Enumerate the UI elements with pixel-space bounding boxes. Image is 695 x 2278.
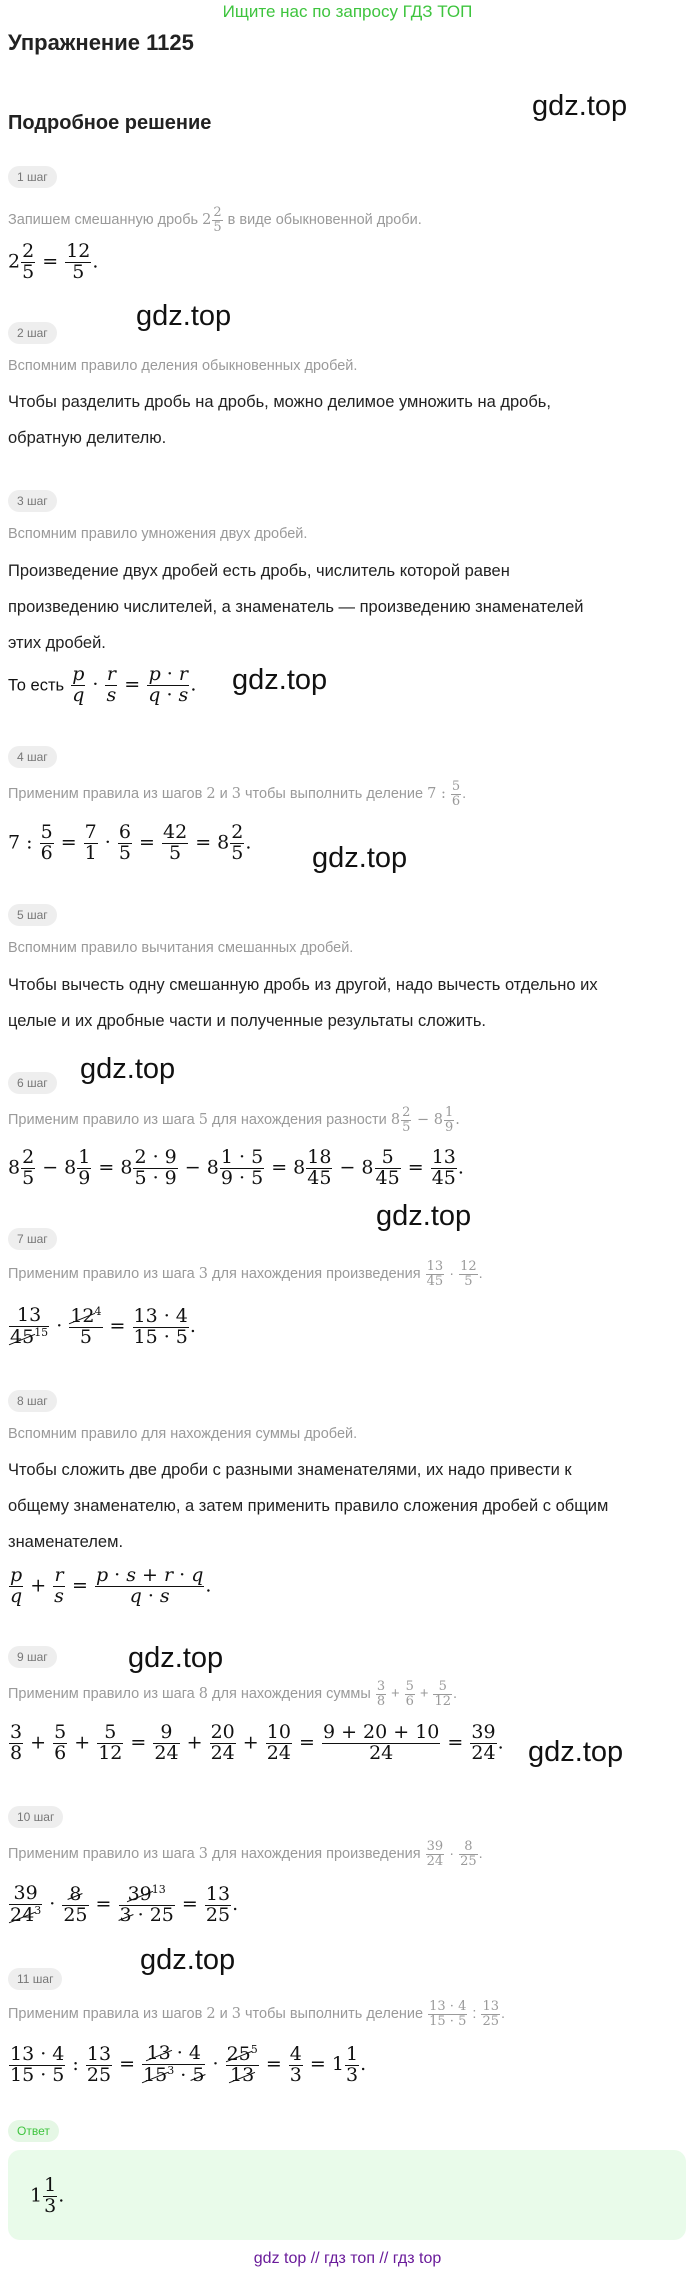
watermark: gdz.top (528, 1736, 624, 1768)
step-badge: 4 шаг (8, 746, 57, 768)
step-hint: Применим правило из шага 8 для нахождения суммы $\frac{3}{8}$ + $\frac{5}{6}$ + $\frac{5}{12}$ . (8, 1679, 458, 1709)
step-text: Произведение двух дробей есть дробь, числитель которой равен (8, 562, 510, 580)
watermark: gdz.top (532, 90, 628, 122)
step-math: $\frac{13}{45^{15}}$ · $\frac{12^4}{5}$ = $\frac{13 \cdot 4}{15 \cdot 5}$ . (10, 1304, 196, 1349)
step-badge: 11 шаг (8, 1968, 62, 1990)
step-hint: Вспомним правило для нахождения суммы дробей. (8, 1426, 358, 1442)
step-math: $\frac{39}{24^3}$ · $\frac{8}{25}$ = $\frac{39^{13}}{3 \cdot 25}$ = $\frac{13}{25}$ . (10, 1882, 239, 1927)
step-badge: 6 шаг (8, 1072, 57, 1094)
watermark: gdz.top (376, 1200, 472, 1232)
step-hint: Применим правила из шагов 2 и 3 чтобы выполнить деление $\frac{13 \cdot 4}{15 \cdot 5}$ : $\frac{13}{25}$ . (8, 1999, 506, 2029)
step-hint: Применим правило из шага 5 для нахождения разности 8 $\frac{2}{5}$ − 8 $\frac{1}{9}$ . (8, 1105, 460, 1135)
watermark: gdz.top (80, 1053, 176, 1085)
step-text: Чтобы вычесть одну смешанную дробь из другой, надо вычесть отдельно их (8, 976, 598, 994)
step-math: 7 : $\frac{5}{6}$ = $\frac{7}{1}$ · $\frac{6}{5}$ = $\frac{42}{5}$ = 8 $\frac{2}{5}$ . (8, 821, 252, 864)
watermark: gdz.top (232, 664, 328, 696)
step-badge: 9 шаг (8, 1646, 57, 1668)
step-text: этих дробей. (8, 634, 106, 652)
step-badge: 5 шаг (8, 904, 57, 926)
step-math: 2 $\frac{2}{5}$ = $\frac{12}{5}$ . (8, 240, 99, 283)
answer-badge: Ответ (8, 2120, 59, 2142)
answer-value: 1 $\frac{1}{3}$ . (30, 2174, 65, 2217)
answer-box (8, 2150, 686, 2240)
step-hint: Вспомним правило вычитания смешанных дробей. (8, 940, 354, 956)
step-badge: 7 шаг (8, 1228, 57, 1250)
footer: gdz top // гдз топ // гдз top (253, 2250, 442, 2267)
solution-heading: Подробное решение (8, 112, 212, 134)
step-math: $\frac{13 \cdot 4}{15 \cdot 5}$ : $\frac{13}{25}$ = $\frac{13 \cdot 4}{15^3 \cdot 5}$ · $\frac{25^5}{13}$ = $\frac{4}{3}$ = 1 $\frac{1}{3}$ . (10, 2042, 367, 2087)
step-text: Чтобы сложить две дроби с разными знаменателями, их надо привести к (8, 1461, 572, 1479)
step-math: 8 $\frac{2}{5}$ − 8 $\frac{1}{9}$ = 8 $\frac{2 \cdot 9}{5 \cdot 9}$ − 8 $\frac{1 \cdot 5}{9 \cdot 5}$ = 8 $\frac{18}{45}$ − 8 $\frac{5}{45}$ = $\frac{13}{45}$ . (8, 1146, 464, 1189)
step-badge: 1 шаг (8, 166, 57, 188)
watermark: gdz.top (136, 300, 232, 332)
step-math: $\frac{3}{8}$ + $\frac{5}{6}$ + $\frac{5}{12}$ = $\frac{9}{24}$ + $\frac{20}{24}$ + $\frac{10}{24}$ = $\frac{9 + 20 + 10}{24}$ = $\frac{39}{24}$ . (10, 1721, 504, 1764)
step-text: Чтобы разделить дробь на дробь, можно делимое умножить на дробь, (8, 393, 551, 411)
step-hint: Применим правило из шага 3 для нахождения произведения $\frac{13}{45}$ · $\frac{12}{5}$ . (8, 1259, 483, 1289)
step-hint: Применим правила из шагов 2 и 3 чтобы выполнить деление 7 : $\frac{5}{6}$ . (8, 779, 467, 809)
page-title: Упражнение 1125 (8, 30, 194, 55)
watermark: gdz.top (312, 842, 408, 874)
step-text: целые и их дробные части и полученные результаты сложить. (8, 1012, 487, 1030)
step-badge: 10 шаг (8, 1806, 63, 1828)
step-text: знаменателем. (8, 1533, 124, 1551)
step-badge: 3 шаг (8, 490, 57, 512)
step-math: $\frac{p}{q}$ + $\frac{r}{s}$ = $\frac{p \cdot s + r \cdot q}{q \cdot s}$ . (10, 1564, 212, 1607)
step-text: произведению числителей, а знаменатель — произведению знаменателей (8, 598, 584, 616)
step-math: То есть $\frac{p}{q}$ · $\frac{r}{s}$ = $\frac{p \cdot r}{q \cdot s}$ . (8, 663, 197, 706)
step-badge: 2 шаг (8, 322, 57, 344)
step-hint: Запишем смешанную дробь 2 $\frac{2}{5}$ в виде обыкновенной дроби. (8, 205, 422, 235)
step-hint: Вспомним правило умножения двух дробей. (8, 526, 308, 542)
step-badge: 8 шаг (8, 1390, 57, 1412)
step-text: обратную делителю. (8, 429, 167, 447)
step-text: общему знаменателю, а затем применить правило сложения дробей с общим (8, 1497, 609, 1515)
watermark: gdz.top (140, 1944, 236, 1976)
step-hint: Применим правило из шага 3 для нахождения произведения $\frac{39}{24}$ · $\frac{8}{25}$ . (8, 1839, 483, 1869)
step-hint: Вспомним правило деления обыкновенных дробей. (8, 358, 358, 374)
watermark: gdz.top (128, 1642, 224, 1674)
top-banner: Ищите нас по запросу ГДЗ ТОП (222, 2, 473, 21)
